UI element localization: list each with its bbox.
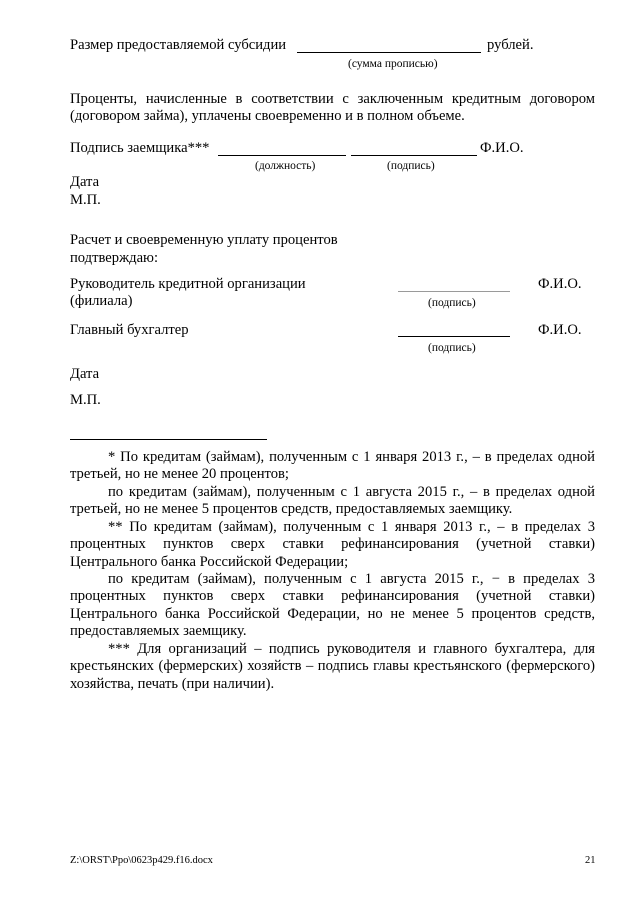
confirmation-line-1: Расчет и своевременную уплату процентов (70, 232, 338, 248)
date-label-2: Дата (70, 366, 100, 382)
chief-accountant-signature-line (398, 336, 510, 337)
footnote-separator (70, 439, 267, 440)
subsidy-unit: рублей. (487, 37, 534, 53)
seal-label-1: М.П. (70, 192, 101, 208)
footnote-1: * По кредитам (займам), полученным с 1 января 2013 г., – в пределах одной третьей, но не менее 20 процентов; (70, 449, 595, 483)
bank-head-signature-line (398, 291, 510, 292)
confirmation-line-2: подтверждаю: (70, 250, 159, 266)
chief-accountant-label: Главный бухгалтер (70, 322, 189, 338)
interest-statement: Проценты, начисленные в соответствии с заключенным кредитным договором (договором займа), уплачены своевременно и в полном объеме. (70, 91, 595, 125)
borrower-signature-label: Подпись заемщика*** (70, 140, 210, 156)
borrower-signature-caption: (подпись) (387, 160, 435, 172)
subsidy-amount-line (297, 52, 481, 53)
date-label-1: Дата (70, 174, 100, 190)
chief-accountant-name-label: Ф.И.О. (538, 322, 582, 338)
chief-accountant-signature-caption: (подпись) (428, 342, 476, 354)
footnote-2-continuation: по кредитам (займам), полученным с 1 августа 2015 г., − в пределах 3 процентных пунктов сверх ставки рефинансирования (учетной ставки) Центрального банка Российской Федерации, но не менее 5 процентов средств, предоставляемых заемщику. (70, 571, 595, 639)
bank-head-name-label: Ф.И.О. (538, 276, 582, 292)
bank-head-label-line-1: Руководитель кредитной организации (70, 276, 306, 292)
footer-file-path: Z:\ORST\Ppo\0623p429.f16.docx (70, 855, 213, 866)
footnote-3: *** Для организаций – подпись руководителя и главного бухгалтера, для крестьянских (фермерских) хозяйств – подпись главы крестьянского (фермерского) хозяйства, печать (при наличии). (70, 641, 595, 692)
seal-label-2: М.П. (70, 392, 101, 408)
borrower-signature-line (351, 155, 477, 156)
borrower-name-label: Ф.И.О. (480, 140, 524, 156)
subsidy-caption: (сумма прописью) (348, 58, 438, 70)
footnote-2: ** По кредитам (займам), полученным с 1 января 2013 г., – в пределах 3 процентных пунктов сверх ставки рефинансирования (учетной ставки) Центрального банка Российской Федерации; (70, 519, 595, 570)
bank-head-signature-caption: (подпись) (428, 297, 476, 309)
bank-head-label-line-2: (филиала) (70, 293, 133, 309)
subsidy-label: Размер предоставляемой субсидии (70, 37, 287, 53)
footnote-1-continuation: по кредитам (займам), полученным с 1 августа 2015 г., – в пределах одной третьей, но не менее 5 процентов средств, предоставляемых заемщику. (70, 484, 595, 518)
footer-page-number: 21 (585, 855, 596, 866)
borrower-position-caption: (должность) (255, 160, 316, 172)
borrower-position-line (218, 155, 346, 156)
